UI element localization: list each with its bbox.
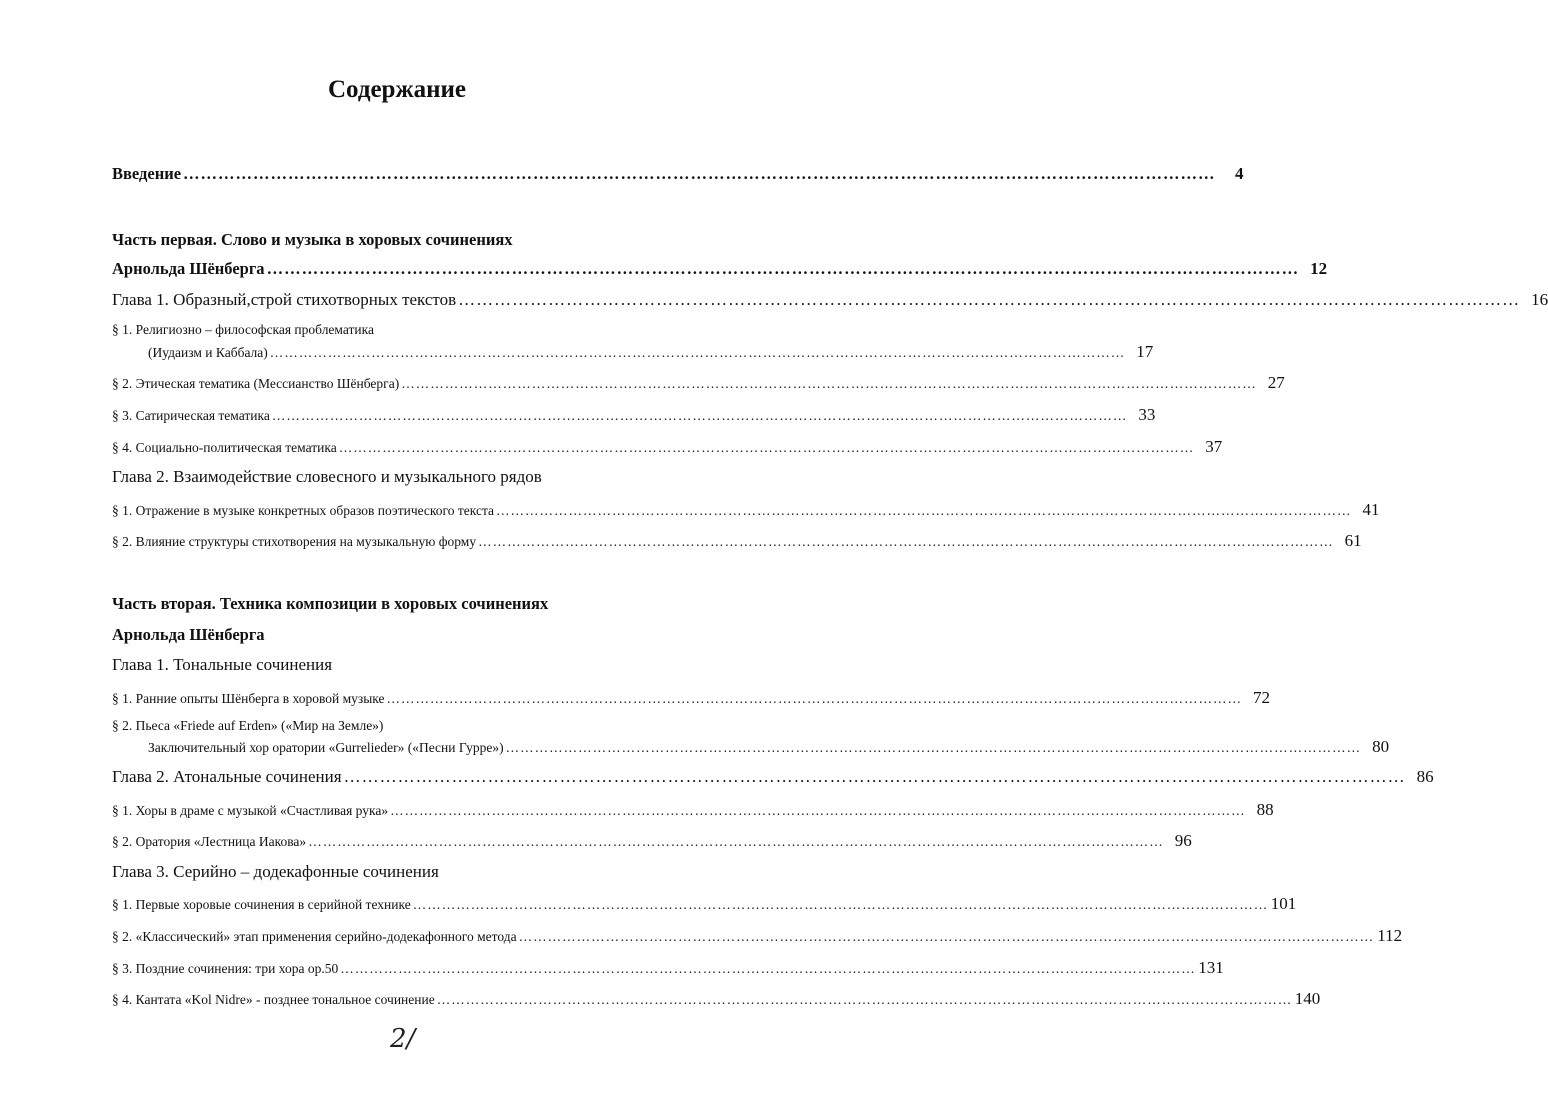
leader-dots: …………………………………………………………………………………………………………………………………………………………… <box>518 929 1375 944</box>
toc-entry-part1-ch1-s1-line1: § 1. Религиозно – философская проблематика <box>112 322 374 337</box>
leader-dots: …………………………………………………………………………………………………………………………………………………………… <box>183 164 1216 183</box>
toc-entry-label: § 4. Социально-политическая тематика <box>112 440 337 455</box>
leader-dots: …………………………………………………………………………………………………………………………………………………………… <box>505 740 1362 755</box>
toc-entry-label: Глава 2. Атональные сочинения <box>112 767 342 786</box>
toc-entry-page: 86 <box>1416 767 1434 786</box>
toc-entry-page: 101 <box>1270 894 1297 913</box>
toc-entry-label: § 2. Этическая тематика (Мессианство Шёнберга) <box>112 376 400 391</box>
toc-entry-part2-ch2[interactable] <box>112 767 1434 787</box>
toc-entry-page: 41 <box>1362 500 1380 519</box>
toc-entry-part2-ch3-s1[interactable] <box>112 894 1297 914</box>
toc-entry-label: § 1. Отражение в музыке конкретных образов поэтического текста <box>112 503 495 518</box>
leader-dots: …………………………………………………………………………………………………………………………………………………………… <box>478 534 1334 549</box>
toc-entry-page: 131 <box>1198 958 1224 977</box>
toc-entry-page: 16 <box>1531 290 1548 309</box>
leader-dots: …………………………………………………………………………………………………………………………………………………………… <box>436 992 1293 1007</box>
toc-entry-page: 33 <box>1138 405 1156 424</box>
toc-entry-part1-ch1[interactable] <box>112 290 1548 310</box>
toc-entry-label: § 3. Сатирическая тематика <box>112 408 270 423</box>
leader-dots: …………………………………………………………………………………………………………………………………………………………… <box>269 345 1126 360</box>
toc-entry-label: § 2. Влияние структуры стихотворения на музыкальную форму <box>112 534 477 549</box>
leader-dots: …………………………………………………………………………………………………………………………………………………………… <box>338 440 1195 455</box>
toc-entry-page: 17 <box>1136 342 1154 361</box>
toc-entry-page: 61 <box>1344 531 1362 550</box>
toc-entry-part2-ch1-s2[interactable] <box>148 737 1390 757</box>
toc-entry-label: § 1. Хоры в драме с музыкой «Счастливая рука» <box>112 803 389 818</box>
toc-entry-page: 72 <box>1253 688 1271 707</box>
toc-entry-page: 12 <box>1310 259 1328 278</box>
toc-entry-label: Глава 1. Образный,строй стихотворных текстов <box>112 290 457 309</box>
toc-entry-part1-ch1-s3[interactable] <box>112 405 1156 425</box>
toc-entry-label: § 3. Поздние сочинения: три хора op.50 <box>112 961 339 976</box>
page-title: Содержание <box>327 76 466 103</box>
toc-entry-part1-ch1-s1[interactable] <box>148 342 1154 362</box>
leader-dots: …………………………………………………………………………………………………………………………………………………………… <box>412 897 1269 912</box>
toc-entry-part1-ch2-s2[interactable] <box>112 531 1362 551</box>
toc-entry-label: Введение <box>112 164 182 183</box>
toc-entry-part2-ch3-s4[interactable] <box>112 989 1321 1009</box>
toc-entry-part2-ch1-s2-line1: § 2. Пьеса «Friede auf Erden» («Мир на Земле») <box>112 718 384 733</box>
leader-dots: …………………………………………………………………………………………………………………………………………………………… <box>390 803 1246 818</box>
toc-entry-label: Арнольда Шёнберга <box>112 259 265 278</box>
toc-entry-label: § 2. «Классический» этап применения серийно-додекафонного метода <box>112 929 517 944</box>
toc-entry-page: 4 <box>1235 164 1244 183</box>
leader-dots: …………………………………………………………………………………………………………………………………………………………… <box>458 290 1521 309</box>
toc-entry-part2-ch3[interactable]: Глава 3. Серийно – додекафонные сочинения <box>112 862 439 881</box>
toc-entry-page: 96 <box>1174 831 1192 850</box>
leader-dots: …………………………………………………………………………………………………………………………………………………………… <box>340 961 1196 976</box>
toc-entry-part2-ch3-s3[interactable] <box>112 958 1224 978</box>
toc-entry-page: 80 <box>1372 737 1390 756</box>
leader-dots: …………………………………………………………………………………………………………………………………………………………… <box>266 259 1300 278</box>
toc-entry-part1-ch1-s4[interactable] <box>112 437 1223 457</box>
leader-dots: …………………………………………………………………………………………………………………………………………………………… <box>386 691 1243 706</box>
toc-entry-part1-ch1-s2[interactable] <box>112 373 1285 393</box>
leader-dots: …………………………………………………………………………………………………………………………………………………………… <box>401 376 1257 391</box>
toc-entry-page: 37 <box>1205 437 1223 456</box>
toc-entry-label: Заключительный хор оратории «Gurrelieder» («Песни Гурре») <box>148 740 504 755</box>
toc-entry-page: 27 <box>1267 373 1285 392</box>
handwritten-page-mark: 2/ <box>390 1024 416 1054</box>
part2-heading: Часть вторая. Техника композиции в хоровых сочинениях <box>112 594 549 613</box>
toc-entry-part2-ch2-s1[interactable] <box>112 800 1274 820</box>
leader-dots: …………………………………………………………………………………………………………………………………………………………… <box>271 408 1128 423</box>
leader-dots: …………………………………………………………………………………………………………………………………………………………… <box>308 834 1164 849</box>
toc-entry-label: § 1. Ранние опыты Шёнберга в хоровой музыке <box>112 691 385 706</box>
part1-heading: Часть первая. Слово и музыка в хоровых сочинениях <box>112 230 513 249</box>
leader-dots: …………………………………………………………………………………………………………………………………………………………… <box>343 767 1406 786</box>
toc-entry-part1[interactable] <box>112 259 1328 279</box>
leader-dots: …………………………………………………………………………………………………………………………………………………………… <box>496 503 1352 518</box>
toc-entry-part2-ch2-s2[interactable] <box>112 831 1192 851</box>
toc-entry-part2-ch3-s2[interactable] <box>112 926 1403 946</box>
toc-entry-label: (Иудаизм и Каббала) <box>148 345 268 360</box>
toc-entry-part2-ch1-s1[interactable] <box>112 688 1271 708</box>
toc-entry-intro[interactable] <box>112 164 1244 184</box>
toc-entry-label: § 4. Кантата «Kol Nidre» - позднее тональное сочинение <box>112 992 435 1007</box>
toc-entry-page: 88 <box>1256 800 1274 819</box>
toc-entry-label: § 2. Оратория «Лестница Иакова» <box>112 834 307 849</box>
part2-heading-line2: Арнольда Шёнберга <box>112 625 265 644</box>
toc-entry-page: 140 <box>1294 989 1321 1008</box>
toc-entry-part2-ch1[interactable]: Глава 1. Тональные сочинения <box>112 655 333 674</box>
toc-entry-page: 112 <box>1377 926 1403 945</box>
toc-entry-part1-ch2[interactable]: Глава 2. Взаимодействие словесного и музыкального рядов <box>112 467 542 486</box>
toc-entry-label: § 1. Первые хоровые сочинения в серийной технике <box>112 897 411 912</box>
toc-entry-part1-ch2-s1[interactable] <box>112 500 1380 520</box>
